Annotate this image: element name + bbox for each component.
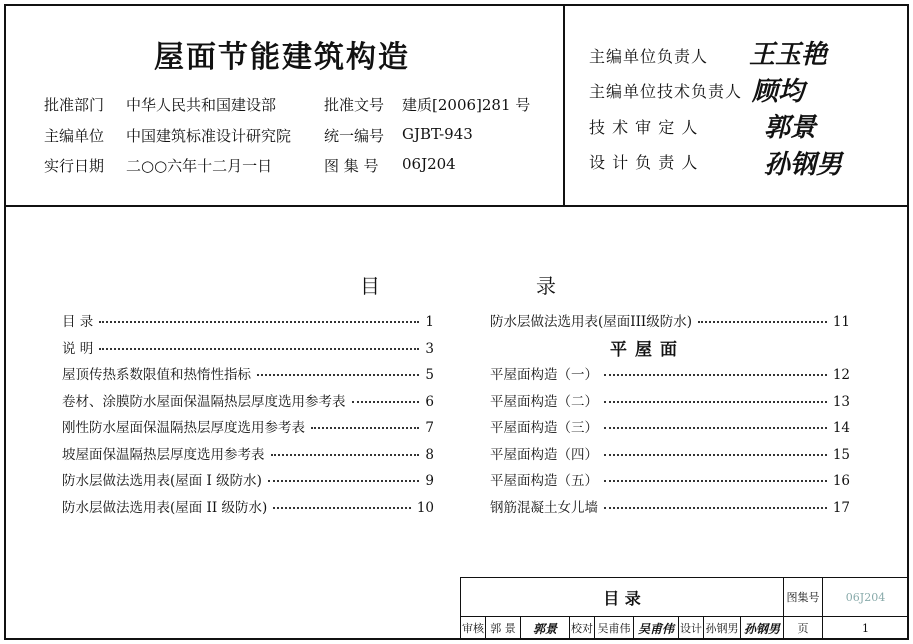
check-signature: 吴甫伟 <box>633 616 679 640</box>
page-label: 页 <box>783 616 823 640</box>
toc-row <box>490 363 850 383</box>
toc-row-page: 7 <box>425 420 434 436</box>
toc-leader-dots <box>268 480 419 482</box>
signature-tech-reviewer: 郭景 <box>764 113 817 143</box>
toc-leader-dots <box>99 348 419 350</box>
title-block <box>460 577 909 640</box>
toc-row-page: 1 <box>425 314 434 330</box>
signature-design-lead: 孙钢男 <box>764 150 843 180</box>
toc-row-title: 平屋面构造（五） <box>490 473 598 489</box>
header-divider <box>563 4 565 205</box>
sheet-title: 目 录 <box>460 577 784 617</box>
toc-row-page: 13 <box>832 393 850 410</box>
atlas-no-value-cell: 06J204 <box>822 577 909 617</box>
toc-row-page: 5 <box>425 367 434 383</box>
toc-row-page: 11 <box>832 314 850 330</box>
check-label: 校对 <box>569 616 595 640</box>
editor-unit-label: 主编单位 <box>44 127 105 145</box>
toc-row <box>490 469 850 489</box>
section-title-flat-roof: 平屋面 <box>610 340 685 360</box>
chief-unit-head-label: 主编单位负责人 <box>589 47 709 66</box>
toc-row-title: 平屋面构造（二） <box>490 393 598 410</box>
page-value: 1 <box>822 616 909 640</box>
toc-leader-dots <box>257 374 419 376</box>
atlas-no-label: 图 集 号 <box>324 157 379 175</box>
toc-row <box>62 310 434 330</box>
unified-no-value: GJBT-943 <box>402 125 473 143</box>
toc-row <box>490 443 850 463</box>
toc-row-title: 防水层做法选用表(屋面 II 级防水) <box>62 499 268 516</box>
toc-row-title: 坡屋面保温隔热层厚度选用参考表 <box>62 446 265 463</box>
design-label: 设计 <box>678 616 704 640</box>
atlas-no-label-cell: 图集号 <box>783 577 823 617</box>
toc-row-title: 平屋面构造（四） <box>490 446 598 463</box>
toc-row-page: 3 <box>425 340 434 357</box>
toc-row-title: 屋顶传热系数限值和热惰性指标 <box>62 367 251 383</box>
approval-no-label: 批准文号 <box>324 96 385 114</box>
toc-row-title: 防水层做法选用表(屋面III级防水) <box>490 314 693 330</box>
signature-chief-tech-head: 顾均 <box>752 77 805 107</box>
signature-chief-unit-head: 王玉艳 <box>749 40 828 70</box>
toc-leader-dots <box>99 321 419 323</box>
toc-leader-dots <box>698 321 827 323</box>
toc-leader-dots <box>604 507 827 509</box>
toc-row <box>62 496 434 516</box>
toc-row-title: 刚性防水屋面保温隔热层厚度选用参考表 <box>62 420 305 436</box>
toc-row-title: 说 明 <box>62 340 94 357</box>
toc-row-page: 12 <box>832 367 850 383</box>
approval-dept-value: 中华人民共和国建设部 <box>126 96 277 114</box>
header-block <box>4 4 909 207</box>
review-name: 郭 景 <box>485 616 521 640</box>
toc-title-left: 目 <box>360 274 380 298</box>
chief-tech-head-label: 主编单位技术负责人 <box>589 82 743 101</box>
toc-row-title: 卷材、涂膜防水屋面保温隔热层厚度选用参考表 <box>62 393 346 410</box>
toc-leader-dots <box>604 427 827 429</box>
toc-row-title: 目 录 <box>62 314 94 330</box>
design-lead-label: 设 计 负 责 人 <box>589 153 699 172</box>
toc-row-page: 14 <box>832 420 850 436</box>
toc-row-page: 15 <box>832 446 850 463</box>
document-title: 屋面节能建筑构造 <box>154 40 410 75</box>
editor-unit-value: 中国建筑标准设计研究院 <box>126 127 292 145</box>
toc-row-page: 9 <box>425 473 434 489</box>
toc-row <box>490 390 850 410</box>
toc-row <box>490 310 850 330</box>
effective-date-value: 二○○六年十二月一日 <box>126 157 273 175</box>
approval-no-value: 建质[2006]281 号 <box>402 96 531 114</box>
toc-row-title: 钢筋混凝土女儿墙 <box>490 499 598 516</box>
toc-row-title: 防水层做法选用表(屋面 I 级防水) <box>62 473 262 489</box>
toc-row-title: 平屋面构造（三） <box>490 420 598 436</box>
toc-row <box>62 363 434 383</box>
toc-leader-dots <box>271 454 420 456</box>
atlas-no-value: 06J204 <box>402 155 456 173</box>
unified-no-label: 统一编号 <box>324 127 385 145</box>
toc-row-page: 10 <box>416 499 434 516</box>
tech-reviewer-label: 技 术 审 定 人 <box>589 118 699 137</box>
toc-row <box>490 416 850 436</box>
toc-leader-dots <box>604 454 827 456</box>
toc-row <box>62 416 434 436</box>
toc-leader-dots <box>311 427 419 429</box>
toc-title-right: 录 <box>536 274 556 298</box>
toc-row <box>62 390 434 410</box>
toc-row-page: 8 <box>425 446 434 463</box>
toc-row-page: 17 <box>832 499 850 516</box>
review-signature: 郭景 <box>520 616 570 640</box>
toc-row <box>62 337 434 357</box>
toc-row-title: 平屋面构造（一） <box>490 367 598 383</box>
toc-leader-dots <box>352 401 420 403</box>
toc-row-page: 6 <box>425 393 434 410</box>
review-label: 审核 <box>460 616 486 640</box>
design-name: 孙钢男 <box>703 616 741 640</box>
toc-leader-dots <box>604 480 827 482</box>
toc-row <box>62 469 434 489</box>
design-signature: 孙钢男 <box>740 616 784 640</box>
effective-date-label: 实行日期 <box>44 157 105 175</box>
toc-leader-dots <box>604 374 827 376</box>
toc-row-page: 16 <box>832 473 850 489</box>
toc-leader-dots <box>273 507 411 509</box>
toc-row <box>62 443 434 463</box>
toc-row <box>490 496 850 516</box>
approval-dept-label: 批准部门 <box>44 96 105 114</box>
toc-leader-dots <box>604 401 827 403</box>
check-name: 吴甫伟 <box>594 616 634 640</box>
